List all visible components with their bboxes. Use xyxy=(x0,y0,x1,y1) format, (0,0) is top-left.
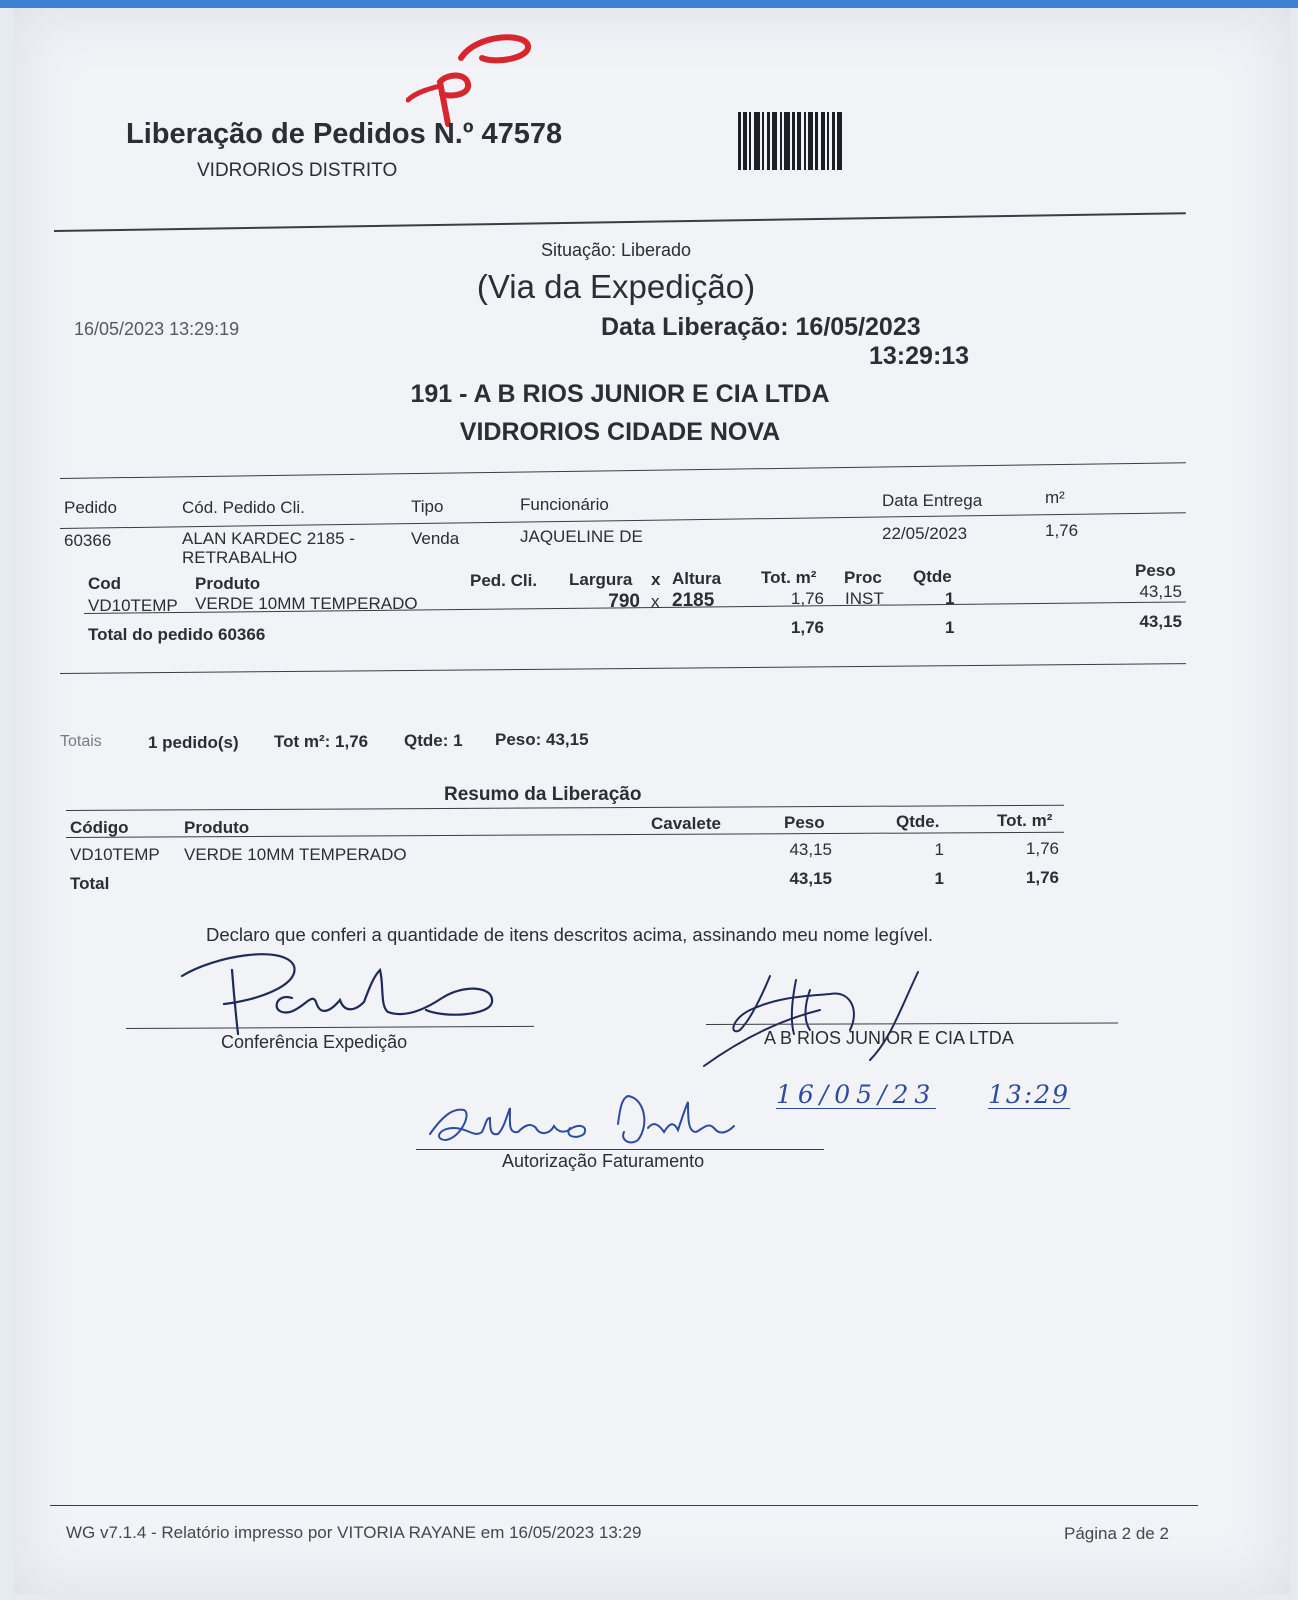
resumo-total-peso: 43,15 xyxy=(789,869,832,888)
resumo-total-label: Total xyxy=(70,874,110,893)
funcionario-value: JAQUELINE DE xyxy=(520,527,643,546)
resumo-col-cavalete: Cavalete xyxy=(651,814,721,833)
barcode xyxy=(738,112,938,170)
col-data-entrega: Data Entrega xyxy=(882,491,983,510)
pedido-number: 60366 xyxy=(64,531,112,550)
pedido-total-m2: 1,76 xyxy=(790,618,824,637)
item-cod: VD10TEMP xyxy=(88,596,178,615)
col-m2: m² xyxy=(1045,488,1065,507)
col-cod: Cod xyxy=(88,574,122,593)
company-name: VIDRORIOS DISTRITO xyxy=(197,160,398,181)
signature-autorizacao xyxy=(424,1088,744,1158)
footer-line xyxy=(50,1505,1198,1506)
pedido-total-qtde: 1 xyxy=(945,618,955,637)
resumo-col-peso: Peso xyxy=(784,813,825,832)
col-largura: Largura xyxy=(569,570,633,589)
resumo-row-tot-m2: 1,76 xyxy=(1025,839,1059,858)
col-x: x xyxy=(651,570,661,589)
barcode-bar xyxy=(842,112,844,170)
handwritten-time: 13:29 xyxy=(988,1080,1071,1109)
totais-peso: Peso: 43,15 xyxy=(495,730,589,749)
item-tot-m2: 1,76 xyxy=(790,589,824,608)
col-cod-pedido-cli: Cód. Pedido Cli. xyxy=(182,498,305,517)
footer-report: WG v7.1.4 - Relatório impresso por VITORIA RAYANE em 16/05/2023 13:29 xyxy=(66,1523,642,1542)
print-datetime: 16/05/2023 13:29:19 xyxy=(74,319,240,339)
resumo-row-qtde: 1 xyxy=(934,840,944,859)
top-edge xyxy=(0,0,1298,8)
table-bottom-line xyxy=(60,663,1186,674)
table-top-line xyxy=(60,462,1186,479)
release-time: 13:29:13 xyxy=(869,342,970,370)
release-date xyxy=(601,313,921,342)
data-entrega-value: 22/05/2023 xyxy=(882,524,968,543)
col-peso: Peso xyxy=(1135,561,1176,580)
cod-pedido-cli-line2: RETRABALHO xyxy=(182,548,298,567)
col-funcionario: Funcionário xyxy=(520,495,609,514)
resumo-total-qtde: 1 xyxy=(934,869,944,888)
pedido-total-peso: 43,15 xyxy=(1139,612,1182,631)
col-produto: Produto xyxy=(195,574,261,593)
item-qtde: 1 xyxy=(945,589,955,608)
col-altura: Altura xyxy=(672,569,722,588)
col-ped-cli: Ped. Cli. xyxy=(470,571,538,590)
m2-value: 1,76 xyxy=(1045,521,1079,540)
pedido-total-label: Total do pedido 60366 xyxy=(88,625,266,644)
resumo-total-tot-m2: 1,76 xyxy=(1025,868,1059,887)
col-pedido: Pedido xyxy=(64,498,117,517)
col-tot-m2: Tot. m² xyxy=(761,568,817,587)
resumo-row-produto: VERDE 10MM TEMPERADO xyxy=(184,845,407,864)
signature-line-autorizacao xyxy=(416,1149,824,1150)
resumo-col-produto: Produto xyxy=(184,818,250,837)
totais-pedidos: 1 pedido(s) xyxy=(148,733,239,752)
status-text: Situação: Liberado xyxy=(540,240,692,260)
resumo-row-codigo: VD10TEMP xyxy=(70,845,160,864)
footer-page: Página 2 de 2 xyxy=(1064,1524,1169,1543)
col-qtde: Qtde xyxy=(913,567,952,586)
totais-m2: Tot m²: 1,76 xyxy=(274,732,369,751)
client-store: VIDRORIOS CIDADE NOVA xyxy=(459,418,781,446)
item-largura: 790 xyxy=(608,591,640,612)
totais-qtde: Qtde: 1 xyxy=(404,731,463,750)
autorizacao-label: Autorização Faturamento xyxy=(502,1151,705,1171)
resumo-col-tot-m2: Tot. m² xyxy=(997,811,1053,830)
conferencia-label: Conferência Expedição xyxy=(221,1032,408,1052)
resumo-title: Resumo da Liberação xyxy=(444,784,642,805)
col-tipo: Tipo xyxy=(411,497,444,516)
declaration-text: Declaro que conferi a quantidade de itens descritos acima, assinando meu nome legível. xyxy=(206,924,934,945)
item-produto: VERDE 10MM TEMPERADO xyxy=(195,594,418,613)
col-proc: Proc xyxy=(844,568,882,587)
empresa-label: A B RIOS JUNIOR E CIA LTDA xyxy=(764,1028,1014,1048)
resumo-col-codigo: Código xyxy=(70,818,129,837)
release-date-label: Data Liberação: xyxy=(601,313,789,341)
document-title: Liberação de Pedidos N.º 47578 xyxy=(126,118,563,150)
item-x: x xyxy=(651,592,660,611)
signature-empresa xyxy=(700,970,930,1070)
client-name: 191 - A B RIOS JUNIOR E CIA LTDA xyxy=(410,380,830,408)
via-title: (Via da Expedição) xyxy=(476,268,756,305)
item-peso: 43,15 xyxy=(1139,582,1182,601)
item-altura: 2185 xyxy=(672,590,715,611)
document-page xyxy=(14,8,1290,1594)
divider xyxy=(54,212,1186,232)
resumo-col-qtde: Qtde. xyxy=(896,812,940,831)
cod-pedido-cli-line1: ALAN KARDEC 2185 - xyxy=(182,529,355,548)
release-date-value: 16/05/2023 xyxy=(795,313,921,341)
item-proc: INST xyxy=(845,589,884,608)
totais-label: Totais xyxy=(60,733,102,750)
tipo-value: Venda xyxy=(411,529,460,548)
handwritten-date: 16/05/23 xyxy=(776,1080,937,1109)
resumo-row-peso: 43,15 xyxy=(789,840,832,859)
